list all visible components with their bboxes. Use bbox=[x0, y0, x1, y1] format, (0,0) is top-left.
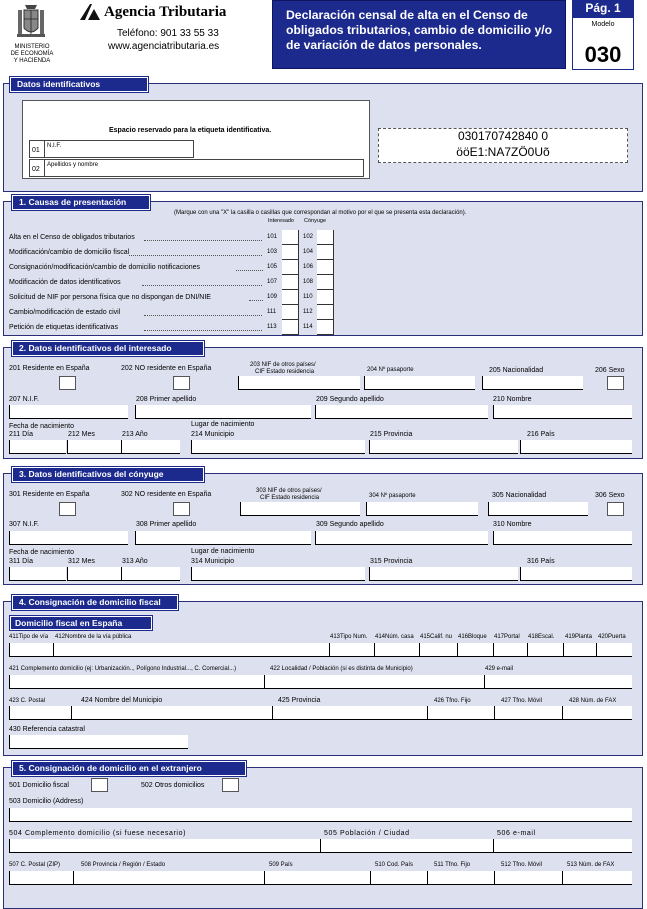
section-causas bbox=[3, 197, 643, 336]
section-domicilio-extranjero bbox=[3, 763, 643, 909]
f503-input[interactable] bbox=[9, 808, 632, 822]
f502-checkbox[interactable] bbox=[222, 778, 239, 792]
f507-input[interactable] bbox=[9, 871, 73, 885]
f415-input[interactable] bbox=[419, 643, 457, 657]
label-area bbox=[22, 100, 370, 179]
f204-input[interactable] bbox=[364, 376, 475, 390]
f424-label: 424 Nombre del Municipio bbox=[81, 697, 163, 704]
f507-label: 507 C. Postal (ZIP) bbox=[9, 862, 61, 868]
cause-code: 103 bbox=[267, 249, 278, 255]
barcode-text-2: ööE1:NA7ZÖ0Uõ bbox=[456, 145, 550, 159]
label-area-caption: Espacio reservado para la etiqueta identificativa. bbox=[109, 127, 272, 134]
cause-checkbox-conyuge[interactable] bbox=[317, 320, 334, 335]
f212-label: 212 Mes bbox=[68, 431, 95, 438]
f201-checkbox[interactable] bbox=[59, 376, 76, 390]
cause-code: 113 bbox=[267, 324, 277, 330]
f511-input[interactable] bbox=[427, 871, 494, 885]
model-label: Modelo bbox=[591, 21, 615, 28]
f203-input[interactable] bbox=[238, 376, 360, 390]
dotted-leader bbox=[249, 300, 263, 301]
name-label: Apellidos y nombre bbox=[47, 162, 99, 168]
f412-label: 412Nombre de la vía pública bbox=[55, 634, 132, 640]
f510-label: 510 Cod. País bbox=[375, 862, 414, 868]
model-box bbox=[572, 17, 634, 70]
nif-field[interactable] bbox=[29, 140, 194, 158]
ministry-line-2: DE ECONOMÍA bbox=[10, 51, 54, 57]
cause-code: 105 bbox=[267, 264, 278, 270]
f430-label: 430 Referencia catastral bbox=[9, 726, 85, 733]
f503-label: 503 Domicilio (Address) bbox=[9, 798, 84, 805]
fecha-label: Fecha de nacimiento bbox=[9, 549, 74, 556]
f506-input[interactable] bbox=[493, 839, 632, 853]
f413-label: 413Tipo Num. bbox=[330, 634, 368, 640]
f303-input[interactable] bbox=[240, 502, 360, 516]
f501-checkbox[interactable] bbox=[91, 778, 108, 792]
cause-checkbox-interesado[interactable] bbox=[282, 245, 299, 260]
cause-code: 104 bbox=[303, 249, 314, 255]
form-title: Declaración censal de alta en el Censo de obligados tributarios, cambio de domicilio y/o de variación de datos personales. bbox=[286, 8, 553, 52]
f505-input[interactable] bbox=[320, 839, 493, 853]
f212-input[interactable] bbox=[67, 440, 122, 454]
cause-code: 109 bbox=[267, 294, 278, 300]
f425-label: 425 Provincia bbox=[278, 697, 321, 704]
f428-label: 428 Núm. de FAX bbox=[569, 698, 617, 704]
f416-label: 416Bloque bbox=[458, 634, 487, 640]
barcode-area bbox=[378, 128, 628, 163]
cause-checkbox-conyuge[interactable] bbox=[317, 230, 334, 245]
government-crest bbox=[16, 3, 46, 41]
cause-checkbox-conyuge[interactable] bbox=[317, 245, 334, 260]
f426-input[interactable] bbox=[427, 706, 494, 720]
cause-checkbox-interesado[interactable] bbox=[282, 260, 299, 275]
cause-code: 108 bbox=[303, 279, 314, 285]
cause-checkbox-conyuge[interactable] bbox=[317, 305, 334, 320]
dotted-leader bbox=[142, 285, 262, 286]
f302-label: 302 NO residente en España bbox=[121, 491, 212, 498]
f215-input[interactable] bbox=[369, 440, 518, 454]
f315-label: 315 Provincia bbox=[370, 558, 413, 565]
f423-label: 423 C. Postal bbox=[9, 698, 46, 704]
f417-label: 417Portal bbox=[494, 634, 520, 640]
f509-label: 509 País bbox=[269, 862, 293, 868]
f302-checkbox[interactable] bbox=[173, 502, 190, 516]
f427-label: 427 Tfno. Móvil bbox=[501, 698, 542, 704]
cause-code: 112 bbox=[303, 309, 313, 315]
cause-code: 107 bbox=[267, 279, 278, 285]
f214-input[interactable] bbox=[191, 440, 365, 454]
agency-logo-icon bbox=[79, 3, 101, 21]
fecha-label: Fecha de nacimiento bbox=[9, 423, 74, 430]
f413-input[interactable] bbox=[329, 643, 374, 657]
f415-label: 415Calif. nu bbox=[420, 634, 453, 640]
cause-checkbox-interesado[interactable] bbox=[282, 305, 299, 320]
f306-checkbox[interactable] bbox=[607, 502, 624, 516]
f311-input[interactable] bbox=[9, 567, 66, 581]
barcode-text-1: 030170742840 0 bbox=[457, 129, 549, 143]
f418-input[interactable] bbox=[527, 643, 563, 657]
f208-label: 208 Primer apellido bbox=[136, 396, 197, 403]
cause-checkbox-interesado[interactable] bbox=[282, 275, 299, 290]
dotted-leader bbox=[144, 240, 262, 241]
ministry-line-1: MINISTERIO bbox=[14, 44, 50, 50]
nif-label: N.I.F. bbox=[47, 143, 62, 149]
f411-label: 411Tipo de vía bbox=[9, 634, 49, 640]
agency-website: www.agenciatributaria.es bbox=[108, 41, 220, 52]
f512-label: 512 Tfno. Móvil bbox=[501, 862, 542, 868]
cause-label: Alta en el Censo de obligados tributarios bbox=[9, 234, 135, 241]
f216-label: 216 País bbox=[527, 431, 555, 438]
f428-input[interactable] bbox=[562, 706, 632, 720]
section-interesado bbox=[3, 343, 643, 459]
f215-label: 215 Provincia bbox=[370, 431, 413, 438]
f411-input[interactable] bbox=[9, 643, 53, 657]
f501-label: 501 Domicilio fiscal bbox=[9, 782, 69, 789]
f412-input[interactable] bbox=[53, 643, 329, 657]
f305-label: 305 Nacionalidad bbox=[492, 492, 547, 499]
f213-input[interactable] bbox=[121, 440, 180, 454]
f427-input[interactable] bbox=[494, 706, 562, 720]
cause-checkbox-interesado[interactable] bbox=[282, 290, 299, 305]
f511-label: 511 Tfno. Fijo bbox=[434, 862, 471, 868]
f308-input[interactable] bbox=[135, 531, 311, 545]
f214-label: 214 Municipio bbox=[191, 431, 235, 438]
name-field[interactable] bbox=[29, 159, 364, 177]
f310-label: 310 Nombre bbox=[493, 521, 532, 528]
f205-input[interactable] bbox=[482, 376, 583, 390]
instruction-text: (Marque con una "X" la casilla o casillas que correspondan al motivo por el que se presenta esta declaración). bbox=[174, 210, 467, 216]
f308-label: 308 Primer apellido bbox=[136, 521, 197, 528]
f502-label: 502 Otros domicilios bbox=[141, 782, 205, 789]
f213-label: 213 Año bbox=[122, 431, 148, 438]
field-number: 01 bbox=[32, 147, 40, 154]
f508-label: 508 Provincia / Región / Estado bbox=[81, 862, 166, 868]
f312-label: 312 Mes bbox=[68, 558, 95, 565]
cause-checkbox-conyuge[interactable] bbox=[317, 275, 334, 290]
cause-checkbox-conyuge[interactable] bbox=[317, 260, 334, 275]
f313-input[interactable] bbox=[121, 567, 180, 581]
section-datos-identificativos bbox=[3, 79, 643, 192]
f513-label: 513 Núm. de FAX bbox=[567, 862, 615, 868]
field-number: 02 bbox=[32, 166, 40, 173]
dotted-leader bbox=[144, 330, 262, 331]
f208-input[interactable] bbox=[135, 405, 311, 419]
f421-label: 421 Complemento domicilio (ej: Urbanización.., Polígono Industrial..., C. Comercial...) bbox=[9, 666, 237, 672]
cause-code: 114 bbox=[303, 324, 313, 330]
f313-label: 313 Año bbox=[122, 558, 148, 565]
f429-label: 429 e-mail bbox=[485, 666, 514, 672]
f211-input[interactable] bbox=[9, 440, 66, 454]
form-title-box bbox=[272, 0, 566, 69]
section-title: 3. Datos identificativos del cónyuge bbox=[12, 467, 204, 482]
f509-input[interactable] bbox=[264, 871, 370, 885]
f206-label: 206 Sexo bbox=[595, 367, 625, 374]
f418-label: 418Escal. bbox=[528, 634, 555, 640]
cause-code: 111 bbox=[267, 309, 277, 315]
cause-label: Petición de etiquetas identificativas bbox=[9, 324, 118, 331]
f430-input[interactable] bbox=[9, 735, 188, 749]
model-number: 030 bbox=[584, 42, 622, 67]
f306-label: 306 Sexo bbox=[595, 492, 625, 499]
cause-label: Consignación/modificación/cambio de domicilio notificaciones bbox=[9, 264, 201, 271]
f307-input[interactable] bbox=[9, 531, 128, 545]
f315-input[interactable] bbox=[369, 567, 518, 581]
f414-label: 414Núm. casa bbox=[375, 634, 414, 640]
dotted-leader bbox=[236, 270, 263, 271]
section-title: 1. Causas de presentación bbox=[12, 195, 150, 210]
agency-name: Agencia Tributaria bbox=[104, 4, 227, 20]
cause-code: 102 bbox=[303, 234, 314, 240]
f316-input[interactable] bbox=[520, 567, 632, 581]
f207-label: 207 N.I.F. bbox=[9, 396, 39, 403]
f312-input[interactable] bbox=[67, 567, 122, 581]
f202-label: 202 NO residente en España bbox=[121, 365, 212, 372]
cause-code: 110 bbox=[303, 294, 313, 300]
f209-input[interactable] bbox=[315, 405, 488, 419]
f421-input[interactable] bbox=[9, 675, 264, 689]
f304-label: 304 Nº pasaporte bbox=[369, 493, 416, 499]
f201-label: 201 Residente en España bbox=[9, 365, 90, 372]
dotted-leader bbox=[129, 255, 262, 256]
f504-label: 504 Complemento domicilio (si fuese necesario) bbox=[9, 830, 187, 837]
section-title: 4. Consignación de domicilio fiscal bbox=[12, 595, 178, 610]
f505-label: 505 Población / Ciudad bbox=[324, 830, 410, 837]
f419-input[interactable] bbox=[563, 643, 596, 657]
dotted-leader bbox=[144, 315, 262, 316]
f303-label-2: CIF Estado residencia bbox=[260, 495, 320, 501]
f314-label: 314 Municipio bbox=[191, 558, 235, 565]
section-title: 2. Datos identificativos del interesado bbox=[12, 341, 204, 356]
f422-label: 422 Localidad / Población (si es distinta de Municipio) bbox=[270, 666, 413, 672]
agency-phone: Teléfono: 901 33 55 33 bbox=[117, 28, 219, 39]
cause-checkbox-conyuge[interactable] bbox=[317, 290, 334, 305]
col-interesado: Interesado bbox=[268, 218, 294, 224]
f414-input[interactable] bbox=[374, 643, 419, 657]
cause-checkbox-interesado[interactable] bbox=[282, 320, 299, 335]
cause-code: 106 bbox=[303, 264, 314, 270]
f210-label: 210 Nombre bbox=[493, 396, 532, 403]
cause-label: Modificación de datos identificativos bbox=[9, 279, 121, 286]
col-conyuge: Cónyuge bbox=[304, 218, 327, 224]
f422-input[interactable] bbox=[264, 675, 484, 689]
f423-input[interactable] bbox=[9, 706, 71, 720]
lugar-label: Lugar de nacimiento bbox=[191, 548, 255, 555]
f309-input[interactable] bbox=[315, 531, 488, 545]
f510-input[interactable] bbox=[370, 871, 427, 885]
section-conyuge bbox=[3, 469, 643, 585]
f316-label: 316 País bbox=[527, 558, 555, 565]
f205-label: 205 Nacionalidad bbox=[489, 367, 544, 374]
f513-input[interactable] bbox=[562, 871, 632, 885]
cause-code: 101 bbox=[267, 234, 278, 240]
f303-label: 303 NIF de otros países/ bbox=[256, 488, 322, 494]
ministry-line-3: Y HACIENDA bbox=[13, 58, 51, 64]
f211-label: 211 Día bbox=[9, 431, 33, 438]
f424-input[interactable] bbox=[71, 706, 272, 720]
f508-input[interactable] bbox=[73, 871, 264, 885]
f202-checkbox[interactable] bbox=[173, 376, 190, 390]
f301-checkbox[interactable] bbox=[59, 502, 76, 516]
cause-checkbox-interesado[interactable] bbox=[282, 230, 299, 245]
f310-input[interactable] bbox=[493, 531, 632, 545]
f301-label: 301 Residente en España bbox=[9, 491, 90, 498]
f216-input[interactable] bbox=[520, 440, 632, 454]
lugar-label: Lugar de nacimiento bbox=[191, 421, 255, 428]
f204-label: 204 Nº pasaporte bbox=[367, 367, 414, 373]
subsection-title: Domicilio fiscal en España bbox=[10, 616, 152, 630]
f206-checkbox[interactable] bbox=[607, 376, 624, 390]
section-title: 5. Consignación de domicilio en el extranjero bbox=[12, 761, 246, 776]
cause-label: Modificación/cambio de domicilio fiscal bbox=[9, 249, 130, 256]
page-number-box: Pág. 1 bbox=[572, 0, 634, 17]
f307-label: 307 N.I.F. bbox=[9, 521, 39, 528]
f311-label: 311 Día bbox=[9, 558, 33, 565]
f309-label: 309 Segundo apellido bbox=[316, 521, 384, 528]
f210-input[interactable] bbox=[493, 405, 632, 419]
cause-label: Cambio/modificación de estado civil bbox=[9, 309, 121, 316]
f419-label: 419Planta bbox=[565, 634, 593, 640]
f305-input[interactable] bbox=[488, 502, 588, 516]
cause-label: Solicitud de NIF por persona física que no dispongan de DNI/NIE bbox=[9, 294, 211, 301]
f504-input[interactable] bbox=[9, 839, 320, 853]
f416-input[interactable] bbox=[457, 643, 493, 657]
section-title: Datos identificativos bbox=[10, 77, 148, 92]
f203-label-2: CIF Estado residencia bbox=[255, 369, 315, 375]
f506-label: 506 e-mail bbox=[497, 830, 536, 837]
f304-input[interactable] bbox=[366, 502, 478, 516]
f426-label: 426 Tfno. Fijo bbox=[434, 698, 471, 704]
f209-label: 209 Segundo apellido bbox=[316, 396, 384, 403]
f420-label: 420Puerta bbox=[598, 634, 626, 640]
f417-input[interactable] bbox=[493, 643, 527, 657]
f207-input[interactable] bbox=[9, 405, 128, 419]
f425-input[interactable] bbox=[272, 706, 427, 720]
f420-input[interactable] bbox=[596, 643, 632, 657]
f429-input[interactable] bbox=[484, 675, 632, 689]
f314-input[interactable] bbox=[191, 567, 365, 581]
f203-label: 203 NIF de otros países/ bbox=[250, 362, 316, 368]
f512-input[interactable] bbox=[494, 871, 562, 885]
section-domicilio-fiscal bbox=[3, 597, 643, 756]
